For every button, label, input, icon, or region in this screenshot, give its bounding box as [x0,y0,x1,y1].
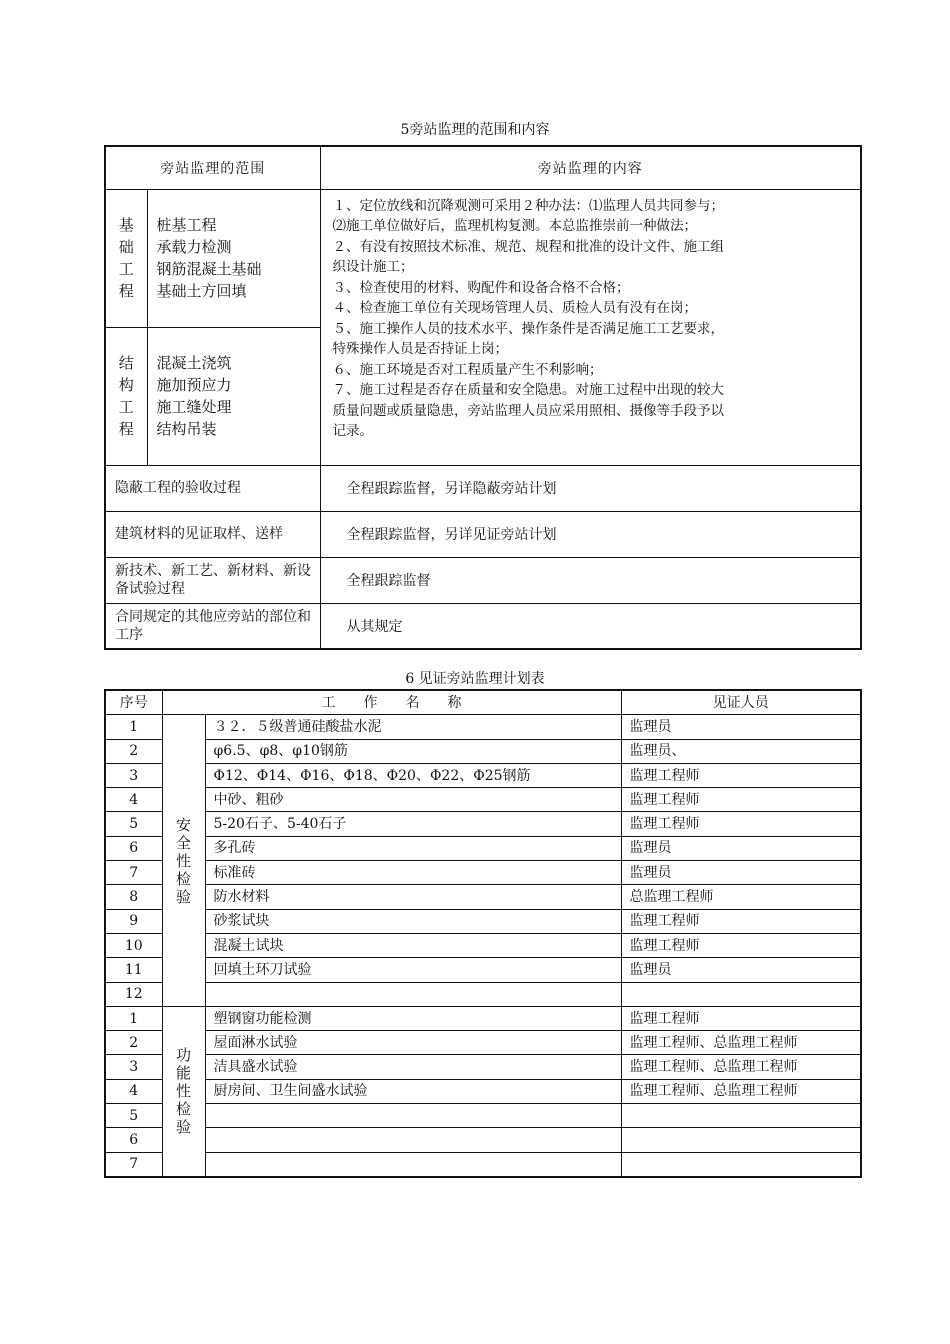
content-line: ３、检查使用的材料、购配件和设备合格不合格； [332,279,630,296]
content-line: ６、施工环境是否对工程质量产生不利影响； [332,361,603,378]
table-row [105,909,861,933]
witness-person: 监理工程师 [621,1006,861,1030]
header-work-name: 工 作 名 称 [162,690,621,715]
witness-person: 监理工程师 [621,788,861,812]
header-content: 旁站监理的内容 [320,146,861,189]
row-number: 11 [105,958,162,982]
witness-person: 监理工程师、总监理工程师 [621,1055,861,1079]
row-number: 12 [105,982,162,1006]
group-name-structure: 结 构 工 程 [105,327,147,465]
work-name: φ6.5、φ8、φ10钢筋 [205,739,621,763]
witness-person [621,1104,861,1128]
table-row [105,739,861,763]
scope-row: 隐蔽工程的验收过程 [105,465,320,511]
content-line: ７、施工过程是否存在质量和安全隐患。对施工过程中出现的较大 [332,382,724,398]
work-name: ３２．５级普通硅酸盐水泥 [205,715,621,739]
group-label: 功 能 性 检 验 [162,1006,205,1177]
table-row [105,933,861,957]
group-label: 安 全 性 检 验 [162,715,205,1007]
table-row [105,812,861,836]
work-name: 厨房间、卫生间盛水试验 [205,1079,621,1103]
witness-person: 监理工程师 [621,933,861,957]
witness-person [621,1128,861,1152]
scope-item: 施加预应力 [156,376,232,394]
work-name: 防水材料 [205,885,621,909]
work-name: 标准砖 [205,861,621,885]
table-row [105,1079,861,1103]
table-row [105,1128,861,1152]
header-scope: 旁站监理的范围 [105,146,320,189]
scope-row: 新技术、新工艺、新材料、新设备试验过程 [105,557,320,603]
table-row [105,1006,861,1030]
witness-person: 监理工程师 [621,812,861,836]
group-name-foundation: 基 础 工 程 [105,189,147,327]
work-name: 砂浆试块 [205,909,621,933]
witness-person: 监理工程师、总监理工程师 [621,1079,861,1103]
table-row [105,788,861,812]
supervision-content [320,189,861,465]
content-line: 质量问题或质量隐患，旁站监理人员应采用照相、摄像等手段予以 [332,402,724,419]
work-name: 塑钢窗功能检测 [205,1006,621,1030]
table-row [105,982,861,1006]
supervision-scope-table [104,145,862,650]
work-name [205,1128,621,1152]
witness-person: 总监理工程师 [621,885,861,909]
content-line: 织设计施工； [332,259,414,275]
witness-person: 监理工程师、总监理工程师 [621,1031,861,1055]
row-number: 2 [105,1031,162,1055]
table-row [105,1104,861,1128]
row-number: 4 [105,788,162,812]
scope-item: 施工缝处理 [156,398,232,416]
table-row [105,885,861,909]
witness-person: 监理员 [621,861,861,885]
scope-item: 承载力检测 [156,238,232,256]
content-line: ５、施工操作人员的技术水平、操作条件是否满足施工工艺要求， [332,320,724,337]
work-name: Φ12、Φ14、Φ16、Φ18、Φ20、Φ22、Φ25钢筋 [205,763,621,787]
witness-person [621,982,861,1006]
work-name [205,1104,621,1128]
row-number: 6 [105,836,162,860]
work-name: 洁具盛水试验 [205,1055,621,1079]
witness-person: 监理工程师 [621,763,861,787]
scope-item: 钢筋混凝土基础 [156,260,262,278]
witness-person: 监理员 [621,715,861,739]
content-row: 全程跟踪监督，另详隐蔽旁站计划 [320,465,861,511]
content-row: 全程跟踪监督 [320,557,861,603]
table-row [105,1031,861,1055]
content-row: 全程跟踪监督，另详见证旁站计划 [320,511,861,557]
scope-row: 合同规定的其他应旁站的部位和工序 [105,603,320,649]
scope-item: 基础土方回填 [156,282,247,300]
row-number: 9 [105,909,162,933]
table-row [105,715,861,739]
work-name [205,982,621,1006]
content-line: ２、有没有按照技术标准、规范、规程和批准的设计文件、施工组 [332,238,724,255]
content-line: １、定位放线和沉降观测可采用２种办法：⑴监理人员共同参与； [332,197,724,214]
scope-item: 结构吊装 [156,420,217,438]
content-line: ⑵施工单位做好后，监理机构复测。本总监推崇前一种做法； [332,218,697,234]
row-number: 7 [105,861,162,885]
work-name: 屋面淋水试验 [205,1031,621,1055]
work-name: 5-20石子、5-40石子 [205,812,621,836]
group-items-foundation [147,189,320,327]
work-name: 多孔砖 [205,836,621,860]
table-row [105,1055,861,1079]
table-row [105,763,861,787]
work-name: 回填土环刀试验 [205,958,621,982]
row-number: 3 [105,1055,162,1079]
witness-person: 监理员、 [621,739,861,763]
row-number: 4 [105,1079,162,1103]
work-name: 中砂、粗砂 [205,788,621,812]
row-number: 1 [105,1006,162,1030]
scope-row: 建筑材料的见证取样、送样 [105,511,320,557]
content-line: 记录。 [332,423,373,439]
table-row [105,861,861,885]
row-number: 1 [105,715,162,739]
group-items-structure [147,327,320,465]
row-number: 3 [105,763,162,787]
content-line: ４、检查施工单位有关现场管理人员、质检人员有没有在岗； [332,300,697,316]
row-number: 5 [105,812,162,836]
witness-person: 监理工程师 [621,909,861,933]
header-witness: 见证人员 [621,690,861,715]
table-row [105,836,861,860]
work-name: 混凝土试块 [205,933,621,957]
witness-person: 监理员 [621,958,861,982]
scope-item: 混凝土浇筑 [156,354,232,372]
row-number: 8 [105,885,162,909]
table2-caption: 6 见证旁站监理计划表 [405,671,545,687]
table1-caption: 5旁站监理的范围和内容 [400,122,550,138]
scope-item: 桩基工程 [156,216,217,234]
witness-person: 监理员 [621,836,861,860]
row-number: 10 [105,933,162,957]
witness-plan-table [104,689,862,1178]
content-row: 从其规定 [320,603,861,649]
row-number: 5 [105,1104,162,1128]
content-line: 特殊操作人员是否持证上岗； [332,341,508,357]
work-name [205,1152,621,1177]
header-no: 序号 [105,690,162,715]
row-number: 2 [105,739,162,763]
table-row [105,1152,861,1177]
row-number: 6 [105,1128,162,1152]
table-row [105,958,861,982]
row-number: 7 [105,1152,162,1177]
witness-person [621,1152,861,1177]
